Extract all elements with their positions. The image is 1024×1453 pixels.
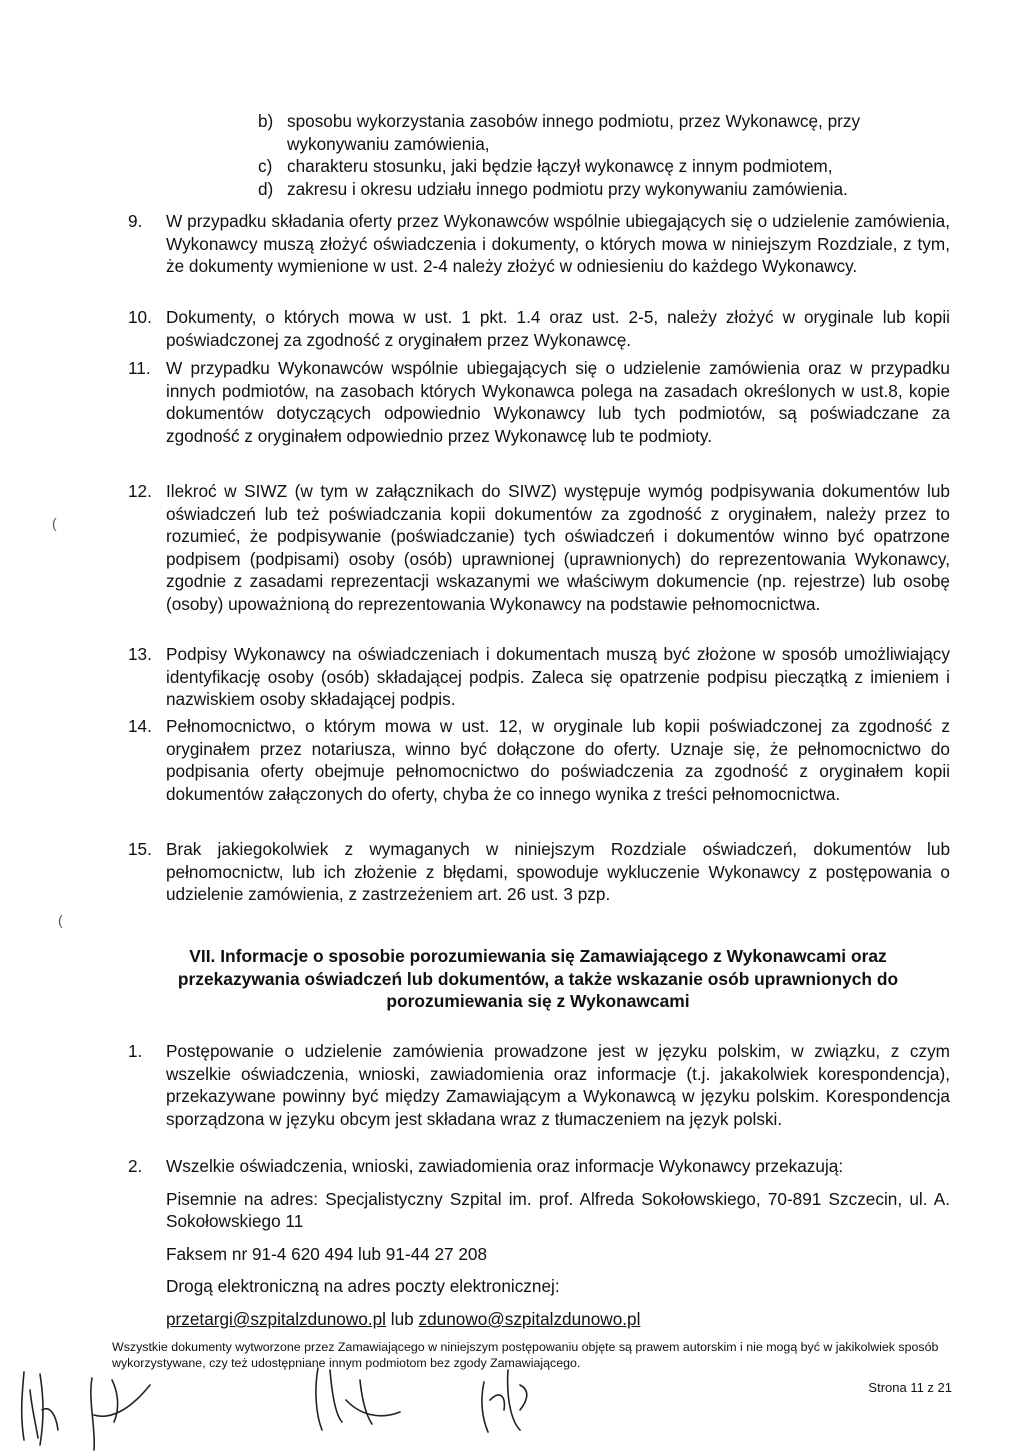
list-item-14: [128, 715, 950, 805]
signature-mark-3: [316, 1368, 400, 1430]
sub-item-text: charakteru stosunku, jaki będzie łączył wykonawcę z innym podmiotem,: [287, 156, 833, 176]
item-number: 11.: [128, 358, 151, 378]
item-text: Brak jakiegokolwiek z wymaganych w niniejszym Rozdziale oświadczeń, dokumentów lub pełnomocnictw, lub ich złożenie z błędami, spowoduje wykluczenie Wykonawcy z postępowania o udzielenie zamówienia, z zastrzeżeniem art. 26 ust. 3 pzp.: [166, 839, 950, 905]
list-item-13: [128, 643, 950, 711]
email-link-przetargi[interactable]: przetargi@szpitalzdunowo.pl: [166, 1308, 386, 1329]
email-link-zdunowo[interactable]: zdunowo@szpitalzdunowo.pl: [418, 1308, 641, 1329]
item-number: 10.: [128, 307, 152, 327]
section-item-2: [128, 1155, 950, 1331]
item-text: Dokumenty, o których mowa w ust. 1 pkt. 1.4 oraz ust. 2-5, należy złożyć w oryginale lub kopii poświadczonej za zgodność z oryginałem przez Wykonawcę.: [166, 307, 950, 350]
section-heading: VII. Informacje o sposobie porozumiewania się Zamawiającego z Wykonawcami oraz przekazywania oświadczeń lub dokumentów, a także wskazanie osób uprawnionych do porozumiewania się z Wykonawcami: [177, 946, 899, 1012]
item-number: 2.: [128, 1156, 143, 1176]
item-number: 9.: [128, 211, 143, 231]
item-number: 1.: [128, 1041, 143, 1061]
sub-item-label: b): [258, 111, 274, 131]
section-item-1: [128, 1040, 950, 1130]
item-text: W przypadku składania oferty przez Wykonawców wspólnie ubiegających się o udzielenie zamówienia, Wykonawcy muszą złożyć oświadczenia i dokumenty, o których mowa w niniejszym Rozdziale, z tym, że dokumenty wymienione w ust. 2-4 należy złożyć w odniesieniu do każdego Wykonawcy.: [166, 211, 950, 277]
sub-item-label: d): [258, 179, 274, 199]
item-text: W przypadku Wykonawców wspólnie ubiegających się o udzielenie zamówienia oraz w przypadku innych podmiotów, na zasobach których Wykonawca polega na zasadach określonych w ust.8, kopie dokumentów dotyczących odpowiednio Wykonawcy lub tych podmiotów, są poświadczane za zgodność z oryginałem odpowiednio przez Wykonawcę lub te podmioty.: [166, 358, 950, 446]
sub-item-c: [258, 155, 938, 178]
signature-mark-4: [482, 1370, 527, 1432]
item-text: Podpisy Wykonawcy na oświadczeniach i dokumentach muszą być złożone w sposób umożliwiający identyfikację osoby (osób) składającej podpis. Zaleca się opatrzenie podpisu pieczątką z imieniem i nazwiskiem osoby składającej podpis.: [166, 644, 950, 710]
sub-item-label: c): [258, 156, 273, 176]
postal-address: Pisemnie na adres: Specjalistyczny Szpital im. prof. Alfreda Sokołowskiego, 70-891 Szczecin, ul. A. Sokołowskiego 11: [166, 1188, 950, 1232]
email-intro: Drogą elektroniczną na adres poczty elektronicznej:: [166, 1276, 560, 1297]
item-number: 12.: [128, 481, 152, 501]
item-text: Ilekroć w SIWZ (w tym w załącznikach do SIWZ) występuje wymóg podpisywania dokumentów lub oświadczeń lub też poświadczania kopii dokumentów za zgodność z oryginałem, należy przez to rozumieć, że podpisywanie (poświadczanie) tych oświadczeń i dokumentów winno być opatrzone podpisem (podpisami) osoby (osób) uprawnionej (uprawnionych) do reprezentowania Wykonawcy, zgodnie z zasadami reprezentacji wskazanymi we właściwym dokumencie (np. rejestrze) lub osobę (osoby) upoważnioną do reprezentowania Wykonawcy na podstawie pełnomocnictwa.: [166, 481, 950, 614]
fax-numbers: Faksem nr 91-4 620 494 lub 91-44 27 208: [166, 1243, 488, 1264]
item-text: Postępowanie o udzielenie zamówienia prowadzone jest w języku polskim, w związku, z czym wszelkie oświadczenia, wnioski, zawiadomienia oraz informacje (t.j. jakakolwiek korespondencja), przekazywane powinny być między Zamawiającym a Wykonawcą w języku polskim. Korespondencja sporządzona w języku obcym jest składana wraz z tłumaczeniem na język polski.: [166, 1041, 950, 1129]
signature-mark-1: [22, 1372, 58, 1445]
list-item-11: [128, 357, 950, 447]
communication-intro: Wszelkie oświadczenia, wnioski, zawiadomienia oraz informacje Wykonawcy przekazują:: [166, 1156, 844, 1176]
list-item-15: [128, 838, 950, 906]
list-item-10: [128, 306, 950, 351]
sub-item-text: zakresu i okresu udziału innego podmiotu przy wykonywaniu zamówienia.: [287, 179, 848, 199]
item-text: Pełnomocnictwo, o którym mowa w ust. 12, w oryginale lub kopii poświadczonej za zgodność z oryginałem przez notariusza, winno być dołączone do oferty. Uznaje się, że pełnomocnictwo do podpisania oferty obejmuje pełnomocnictwo do poświadczenia za zgodność z oryginałem kopii dokumentów załączonych do oferty, chyba że co innego wynika z treści pełnomocnictwa.: [166, 716, 950, 804]
sub-item-d: [258, 178, 938, 201]
item-number: 13.: [128, 644, 152, 664]
sub-item-b: [258, 110, 938, 155]
item-text: [166, 1155, 950, 1331]
sub-item-text: sposobu wykorzystania zasobów innego podmiotu, przez Wykonawcę, przy wykonywaniu zamówienia,: [287, 111, 861, 154]
item-number: 15.: [128, 839, 152, 859]
list-item-12: [128, 480, 950, 616]
copyright-notice: Wszystkie dokumenty wytworzone przez Zamawiającego w niniejszym postępowaniu objęte są prawem autorskim i nie mogą być w jakikolwiek sposób wykorzystywane, czy też udostępniane innym podmiotom bez zgody Zamawiającego.: [112, 1340, 939, 1370]
email-or: lub: [390, 1308, 414, 1329]
signature-mark-2: [91, 1378, 150, 1450]
list-item-9: [128, 210, 950, 278]
margin-mark: (: [52, 515, 57, 531]
email-addresses: [166, 1308, 950, 1331]
handwritten-signatures: [0, 1360, 1024, 1453]
margin-mark: (: [58, 912, 63, 928]
item-number: 14.: [128, 716, 152, 736]
page-number: Strona 11 z 21: [868, 1380, 952, 1395]
